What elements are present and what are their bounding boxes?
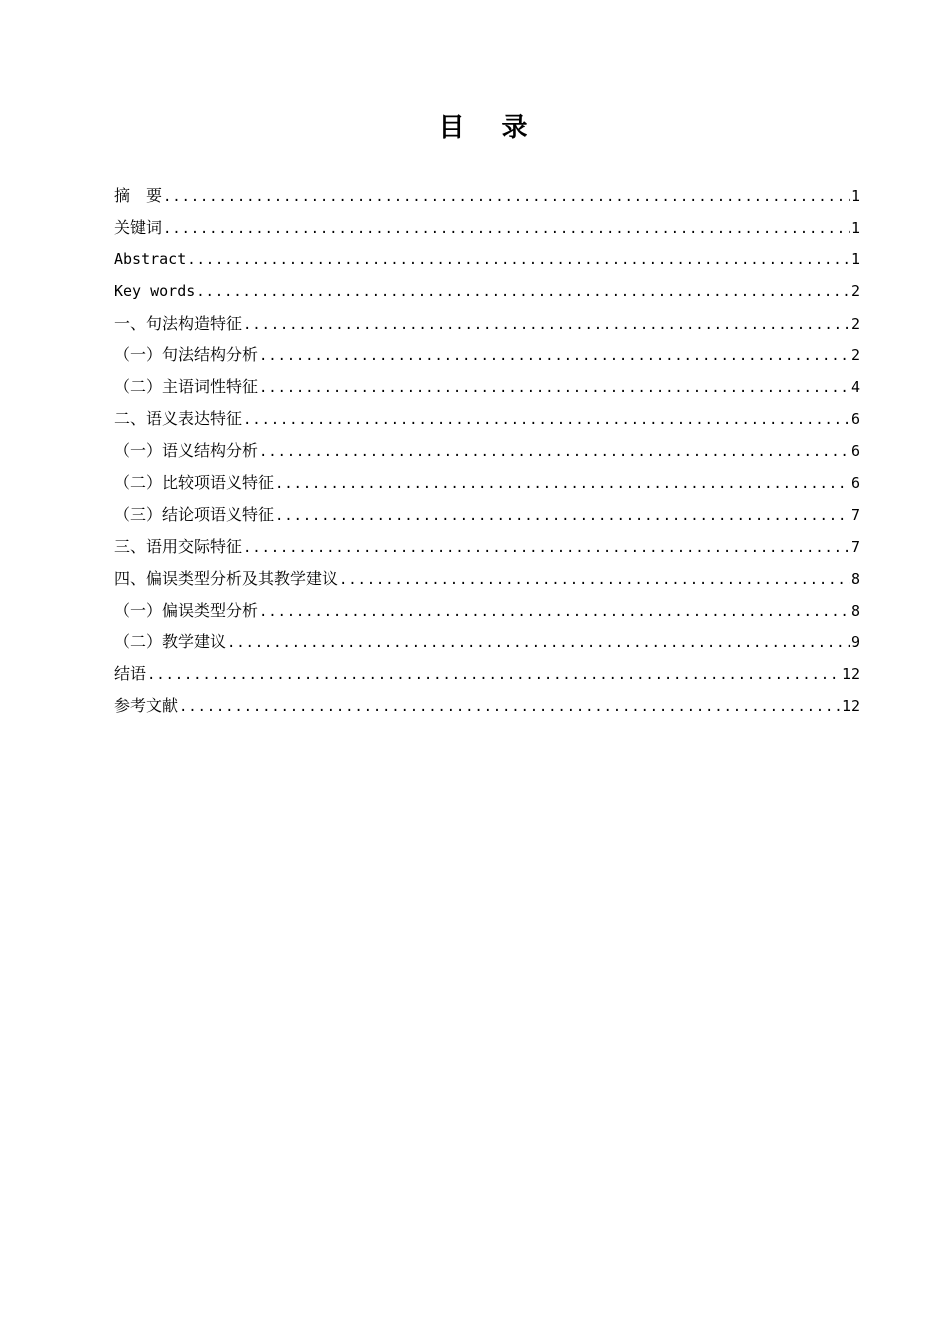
toc-entry-section-3[interactable]: [114, 531, 860, 563]
toc-list: [114, 180, 860, 722]
toc-entry-label: （三）结论项语义特征: [114, 504, 275, 524]
toc-entry-label: （二）比较项语义特征: [114, 473, 275, 493]
toc-entry-label: （一）偏误类型分析: [114, 600, 259, 620]
toc-title: 目 录: [438, 113, 542, 143]
toc-entry-page: 8: [850, 569, 860, 588]
toc-entry-label: Abstract: [114, 249, 187, 268]
toc-entry-page: 1: [850, 249, 860, 268]
toc-entry-label: （一）句法结构分析: [114, 345, 259, 365]
toc-entry-section-4[interactable]: [114, 563, 860, 595]
toc-dot-leader: [243, 533, 850, 565]
toc-entry-page: 12: [841, 697, 860, 716]
toc-entry-label: （二）教学建议: [114, 632, 227, 652]
toc-entry-page: 4: [850, 378, 860, 397]
toc-dot-leader: [259, 597, 850, 629]
toc-dot-leader: [339, 565, 850, 597]
toc-entry-label: 四、偏误类型分析及其教学建议: [114, 568, 339, 588]
toc-entry-label: 一、句法构造特征: [114, 313, 243, 333]
toc-entry-page: 9: [850, 633, 860, 652]
toc-dot-leader: [196, 277, 850, 309]
toc-dot-leader: [275, 501, 850, 533]
toc-entry-page: 2: [850, 281, 860, 300]
toc-entry-page: 1: [850, 187, 860, 205]
toc-entry-page: 2: [850, 314, 860, 333]
toc-entry-label: 参考文献: [114, 696, 179, 716]
toc-entry-page: 7: [850, 537, 860, 556]
toc-entry-references[interactable]: [114, 690, 860, 722]
toc-dot-leader: [163, 182, 850, 214]
toc-entry-section-1-2[interactable]: [114, 371, 860, 403]
toc-entry-section-2[interactable]: [114, 403, 860, 435]
toc-entry-page: 2: [850, 346, 860, 365]
toc-entry-page: 6: [850, 442, 860, 461]
toc-dot-leader: [187, 245, 850, 277]
toc-entry-page: 6: [850, 410, 860, 429]
toc-entry-label: 关键词: [114, 217, 163, 237]
toc-entry-abstract-cn[interactable]: [114, 180, 860, 212]
toc-entry-keywords-en[interactable]: [114, 276, 860, 308]
toc-dot-leader: [227, 628, 850, 660]
toc-entry-page: 7: [850, 505, 860, 524]
toc-entry-label: （一）语义结构分析: [114, 441, 259, 461]
toc-entry-conclusion[interactable]: [114, 658, 860, 690]
toc-dot-leader: [275, 469, 850, 501]
toc-entry-abstract-en[interactable]: [114, 244, 860, 276]
toc-entry-section-1-1[interactable]: [114, 339, 860, 371]
toc-dot-leader: [259, 373, 850, 405]
toc-entry-section-2-1[interactable]: [114, 435, 860, 467]
toc-entry-label: 结语: [114, 664, 147, 684]
toc-dot-leader: [259, 437, 850, 469]
toc-entry-label: 二、语义表达特征: [114, 409, 243, 429]
toc-entry-section-1[interactable]: [114, 308, 860, 340]
toc-entry-page: 8: [850, 601, 860, 620]
toc-entry-section-4-1[interactable]: [114, 595, 860, 627]
toc-entry-page: 6: [850, 474, 860, 493]
toc-dot-leader: [259, 341, 850, 373]
toc-entry-label: （二）主语词性特征: [114, 377, 259, 397]
toc-dot-leader: [243, 405, 850, 437]
toc-entry-page: 12: [841, 665, 860, 684]
toc-dot-leader: [179, 692, 841, 724]
toc-entry-label: 摘 要: [114, 186, 163, 205]
toc-entry-keywords-cn[interactable]: [114, 212, 860, 244]
toc-entry-section-4-2[interactable]: [114, 626, 860, 658]
toc-dot-leader: [243, 310, 850, 342]
toc-dot-leader: [147, 660, 841, 692]
toc-entry-label: 三、语用交际特征: [114, 536, 243, 556]
toc-entry-label: Key words: [114, 281, 196, 300]
toc-entry-section-2-2[interactable]: [114, 467, 860, 499]
toc-entry-page: 1: [850, 218, 860, 237]
toc-dot-leader: [163, 214, 850, 246]
toc-entry-section-2-3[interactable]: [114, 499, 860, 531]
